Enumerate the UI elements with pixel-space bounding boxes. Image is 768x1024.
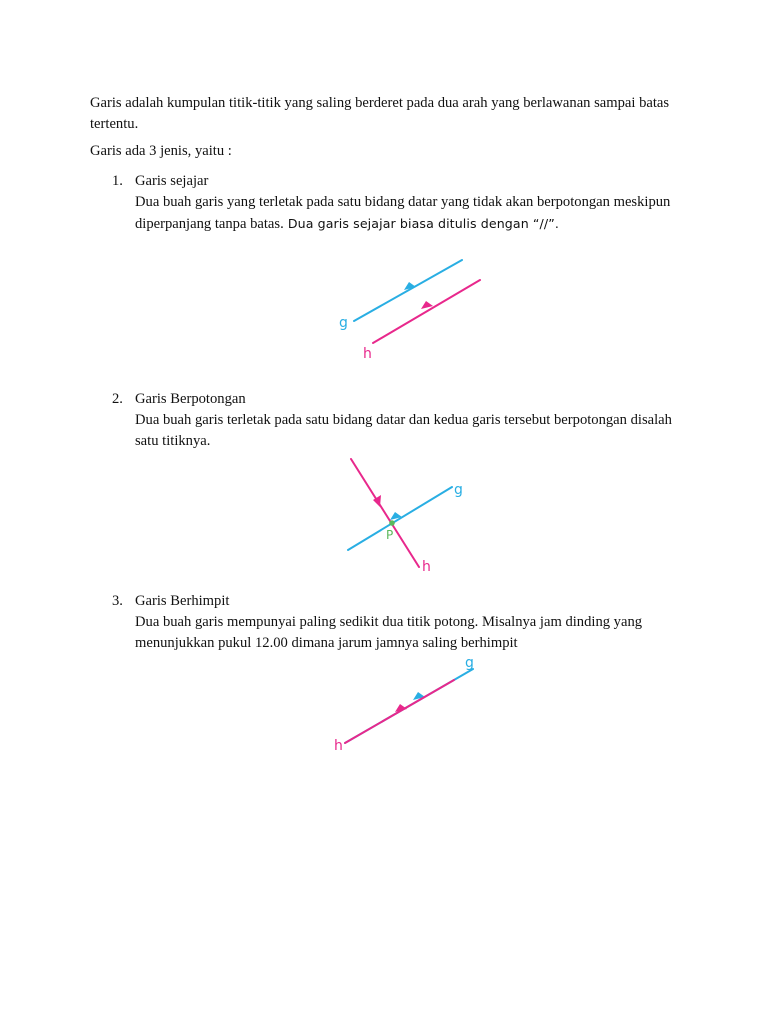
intersecting-line-g [348,487,452,550]
parallel-line-g [354,260,462,321]
coincident-lines-diagram [330,655,480,755]
intro-definition: Garis adalah kumpulan titik-titik yang saling berderet pada dua arah yang berlawanan sampai batas tertentu. [90,95,670,132]
intersection-point-p [389,520,395,526]
parallel-line-h [373,280,480,343]
item-2-number: 2. [112,391,123,407]
item-2-title: Garis Berpotongan [135,391,246,407]
coincident-label-h: h [334,738,343,754]
item-1-body-notation: Dua garis sejajar biasa ditulis dengan “//”. [283,216,559,231]
item-3-body: Dua buah garis mempunyai paling sedikit dua titik potong. Misalnya jam dinding yang menunjukkan pukul 12.00 dimana jarum jamnya saling berhimpit [135,614,643,651]
item-2-body: Dua buah garis terletak pada satu bidang datar dan kedua garis tersebut berpotongan disalah satu titiknya. [135,412,672,449]
parallel-lines-diagram [330,255,500,365]
intersecting-label-h: h [422,559,431,575]
coincident-label-g: g [465,655,474,671]
parallel-label-g: g [339,315,348,331]
item-1-title: Garis sejajar [135,173,209,189]
item-3-number: 3. [112,593,123,609]
types-heading: Garis ada 3 jenis, yaitu : [90,143,232,159]
intersecting-label-g: g [454,482,463,498]
intersecting-lines-diagram [340,450,470,580]
coincident-line-h [345,680,454,743]
intersecting-label-p: P [386,528,394,542]
item-1-body [135,192,695,235]
parallel-label-h: h [363,346,372,362]
item-1-body-main: Dua buah garis yang terletak pada satu bidang datar yang tidak akan berpotongan meskipun diperpanjang tanpa batas. [135,194,671,232]
item-3-title: Garis Berhimpit [135,593,230,609]
item-1-number: 1. [112,173,123,189]
